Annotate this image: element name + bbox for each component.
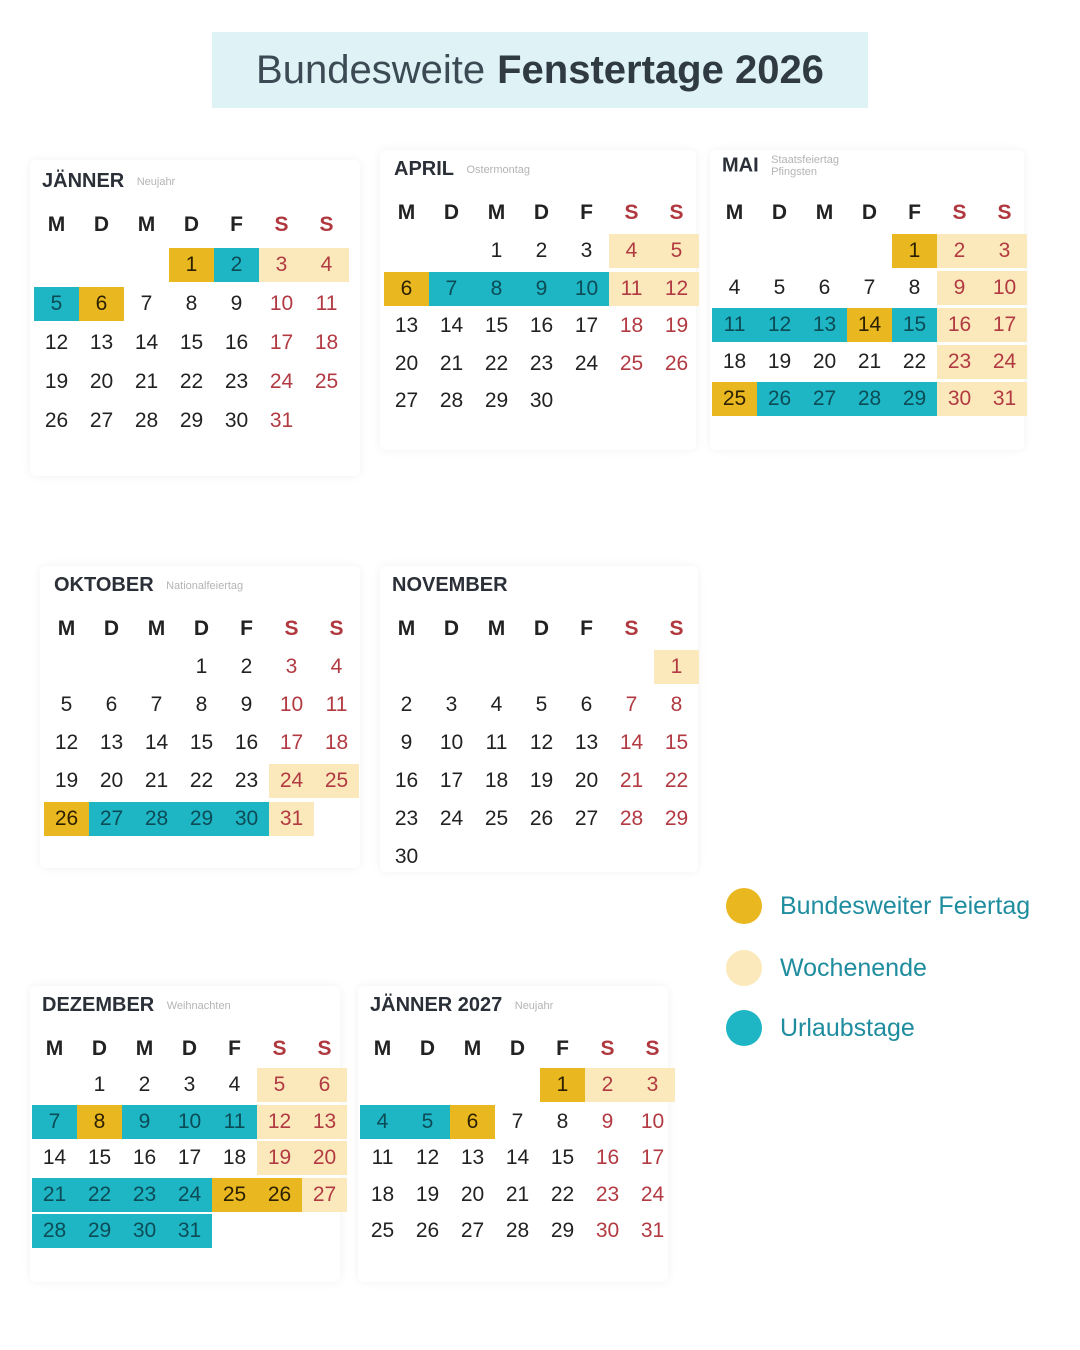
weekday-header: M <box>487 617 506 640</box>
day-cell: 7 <box>140 292 153 315</box>
day-cell: 12 <box>529 731 554 754</box>
month-name: APRIL <box>394 158 454 180</box>
day-cell: 2 <box>240 655 253 678</box>
day-cell: 20 <box>574 769 599 792</box>
weekday-header: M <box>57 617 76 640</box>
day-cell: 28 <box>619 807 644 830</box>
day-cell: 12 <box>415 1146 440 1169</box>
day-cell: 19 <box>54 769 79 792</box>
weekday-header: M <box>147 617 166 640</box>
day-cell: 4 <box>360 1105 405 1139</box>
yellow-circle-icon <box>726 888 762 924</box>
day-cell: 31 <box>269 409 294 432</box>
day-cell: 10 <box>167 1105 212 1139</box>
weekday-header: M <box>463 1037 482 1060</box>
weekday-header: S <box>319 213 334 236</box>
day-cell: 20 <box>394 351 419 375</box>
day-cell: 14 <box>847 308 892 342</box>
day-cell: 8 <box>556 1109 569 1133</box>
day-cell: 18 <box>722 350 747 373</box>
day-cell: 24 <box>439 807 464 830</box>
day-cell: 14 <box>42 1146 67 1169</box>
day-cell: 8 <box>185 292 198 315</box>
day-cell: 28 <box>505 1219 530 1242</box>
day-cell: 25 <box>619 351 644 375</box>
weekday-header: F <box>240 617 253 640</box>
day-cell: 3 <box>630 1068 675 1102</box>
day-cell: 29 <box>179 802 224 836</box>
day-cell: 25 <box>370 1219 395 1242</box>
weekday-header: D <box>443 617 460 640</box>
day-cell: 30 <box>529 389 554 412</box>
day-cell: 15 <box>892 308 937 342</box>
weekday-header: S <box>624 617 639 640</box>
day-cell: 22 <box>664 769 689 792</box>
day-cell: 14 <box>619 731 644 754</box>
weekday-header: M <box>45 1037 64 1060</box>
month-card-jaenner-2027 <box>358 986 668 1282</box>
day-cell: 28 <box>847 382 892 416</box>
weekday-header: M <box>487 201 506 224</box>
day-cell: 13 <box>574 731 599 754</box>
legend-item-weekend <box>724 948 1064 988</box>
day-cell: 23 <box>394 807 419 830</box>
weekday-header: D <box>103 617 120 640</box>
day-cell: 1 <box>169 248 214 282</box>
day-cell: 5 <box>535 693 548 716</box>
day-cell: 23 <box>234 769 259 792</box>
day-cell: 17 <box>640 1146 665 1169</box>
day-cell: 29 <box>892 382 937 416</box>
day-cell: 28 <box>134 409 159 432</box>
day-cell: 9 <box>937 271 982 305</box>
day-cell: 26 <box>757 382 802 416</box>
day-cell: 9 <box>230 292 243 315</box>
month-name: DEZEMBER <box>42 994 155 1016</box>
day-cell: 3 <box>259 248 304 282</box>
day-cell: 29 <box>77 1214 122 1248</box>
day-cell: 31 <box>269 802 314 836</box>
day-cell: 1 <box>654 650 699 684</box>
weekday-header: S <box>284 617 299 640</box>
day-cell: 13 <box>99 731 124 754</box>
weekday-header: D <box>419 1037 436 1060</box>
day-cell: 27 <box>89 802 134 836</box>
day-cell: 26 <box>44 409 69 432</box>
day-cell: 25 <box>712 382 757 416</box>
day-cell: 11 <box>485 731 508 754</box>
day-cell: 18 <box>484 769 509 792</box>
day-cell: 10 <box>439 731 464 754</box>
day-cell: 16 <box>132 1146 157 1169</box>
day-cell: 14 <box>144 731 169 754</box>
day-cell: 19 <box>415 1182 440 1206</box>
weekday-header: D <box>93 213 110 236</box>
day-cell: 7 <box>863 276 876 299</box>
weekday-header: M <box>815 201 834 224</box>
day-cell: 1 <box>195 655 208 678</box>
day-cell: 17 <box>279 731 304 754</box>
day-cell: 14 <box>505 1146 530 1169</box>
day-cell: 26 <box>529 807 554 830</box>
day-cell: 6 <box>79 287 124 321</box>
weekday-header: S <box>274 213 289 236</box>
month-note: Nationalfeiertag <box>166 579 244 592</box>
day-cell: 3 <box>183 1073 196 1096</box>
day-cell: 20 <box>460 1182 485 1206</box>
month-card-april-2026 <box>380 150 696 450</box>
day-cell: 13 <box>394 314 419 337</box>
day-cell: 23 <box>595 1182 620 1206</box>
weekday-header: S <box>645 1037 660 1060</box>
day-cell: 6 <box>818 276 831 299</box>
month-card-jaenner-2026 <box>30 160 360 476</box>
day-cell: 3 <box>445 693 458 716</box>
day-cell: 8 <box>474 272 519 306</box>
day-cell: 27 <box>302 1178 347 1212</box>
weekday-header: F <box>230 213 243 236</box>
day-cell: 13 <box>302 1105 347 1139</box>
day-cell: 4 <box>304 248 349 282</box>
weekday-header: F <box>556 1037 569 1060</box>
month-card-november-2026 <box>380 566 698 872</box>
weekday-header: D <box>181 1037 198 1060</box>
day-cell: 19 <box>44 370 69 393</box>
day-cell: 6 <box>384 272 429 306</box>
weekday-header: M <box>373 1037 392 1060</box>
day-cell: 30 <box>224 802 269 836</box>
day-cell: 4 <box>609 234 654 268</box>
day-cell: 24 <box>640 1182 665 1206</box>
legend-label: Urlaubstage <box>780 1014 915 1042</box>
day-cell: 10 <box>279 693 304 716</box>
day-cell: 6 <box>450 1105 495 1139</box>
day-cell: 26 <box>415 1219 440 1242</box>
day-cell: 29 <box>484 389 509 412</box>
day-cell: 3 <box>982 234 1027 268</box>
day-cell: 30 <box>937 382 982 416</box>
title-prefix: Bundesweite <box>256 47 486 92</box>
day-cell: 26 <box>44 802 89 836</box>
weekday-header: S <box>329 617 344 640</box>
day-cell: 15 <box>484 314 509 337</box>
day-cell: 21 <box>144 769 169 792</box>
day-cell: 7 <box>150 693 163 716</box>
day-cell: 10 <box>640 1109 665 1133</box>
day-cell: 22 <box>179 370 204 393</box>
day-cell: 30 <box>224 409 249 432</box>
day-cell: 27 <box>574 807 599 830</box>
day-cell: 23 <box>224 370 249 393</box>
day-cell: 31 <box>167 1214 212 1248</box>
day-cell: 5 <box>34 287 79 321</box>
day-cell: 19 <box>257 1141 302 1175</box>
weekday-header: M <box>397 201 416 224</box>
day-cell: 17 <box>574 314 599 337</box>
day-cell: 17 <box>982 308 1027 342</box>
day-cell: 6 <box>105 693 118 716</box>
weekday-header: S <box>997 201 1012 224</box>
day-cell: 21 <box>857 350 882 373</box>
day-cell: 12 <box>654 272 699 306</box>
day-cell: 23 <box>937 345 982 379</box>
day-cell: 30 <box>122 1214 167 1248</box>
day-cell: 6 <box>580 693 593 716</box>
day-cell: 4 <box>228 1073 241 1096</box>
weekday-header: F <box>580 201 593 224</box>
month-note: Neujahr <box>136 175 176 188</box>
title-bold: Fenstertage 2026 <box>497 47 824 92</box>
day-cell: 23 <box>122 1178 167 1212</box>
weekday-header: S <box>952 201 967 224</box>
weekday-header: S <box>317 1037 332 1060</box>
day-cell: 9 <box>519 272 564 306</box>
day-cell: 16 <box>394 769 419 792</box>
day-cell: 19 <box>664 314 689 337</box>
teal-circle-icon <box>726 1010 762 1046</box>
day-cell: 3 <box>580 239 593 262</box>
day-cell: 16 <box>595 1146 620 1169</box>
day-cell: 5 <box>654 234 699 268</box>
day-cell: 26 <box>664 351 689 375</box>
day-cell: 15 <box>189 731 214 754</box>
day-cell: 29 <box>179 409 204 432</box>
day-cell: 5 <box>60 693 73 716</box>
day-cell: 7 <box>32 1105 77 1139</box>
day-cell: 11 <box>712 308 757 342</box>
day-cell: 3 <box>285 655 298 678</box>
day-cell: 30 <box>595 1219 620 1242</box>
weekday-header: D <box>183 213 200 236</box>
weekday-header: M <box>397 617 416 640</box>
weekday-header: D <box>533 617 550 640</box>
weekday-header: S <box>624 201 639 224</box>
month-name: MAI <box>722 154 759 177</box>
day-cell: 24 <box>167 1178 212 1212</box>
day-cell: 11 <box>212 1105 257 1139</box>
day-cell: 13 <box>460 1146 485 1169</box>
day-cell: 11 <box>325 693 348 716</box>
day-cell: 17 <box>439 769 464 792</box>
day-cell: 12 <box>257 1105 302 1139</box>
weekday-header: D <box>193 617 210 640</box>
day-cell: 5 <box>773 276 786 299</box>
day-cell: 2 <box>214 248 259 282</box>
legend-label: Wochenende <box>780 954 927 982</box>
day-cell: 25 <box>314 370 339 393</box>
month-name: OKTOBER <box>54 574 154 596</box>
day-cell: 7 <box>625 693 638 716</box>
weekday-header: D <box>91 1037 108 1060</box>
day-cell: 29 <box>664 807 689 830</box>
day-cell: 20 <box>89 370 114 393</box>
day-cell: 13 <box>89 331 114 354</box>
day-cell: 19 <box>529 769 554 792</box>
day-cell: 26 <box>257 1178 302 1212</box>
day-cell: 30 <box>394 845 419 868</box>
day-cell: 16 <box>937 308 982 342</box>
beige-circle-icon <box>726 950 762 986</box>
day-cell: 16 <box>529 314 554 337</box>
day-cell: 24 <box>982 345 1027 379</box>
day-cell: 22 <box>77 1178 122 1212</box>
weekday-header: F <box>580 617 593 640</box>
day-cell: 1 <box>93 1073 106 1096</box>
day-cell: 18 <box>314 331 339 354</box>
day-cell: 25 <box>314 764 359 798</box>
day-cell: 9 <box>240 693 253 716</box>
day-cell: 1 <box>892 234 937 268</box>
day-cell: 31 <box>982 382 1027 416</box>
month-card-dezember-2026 <box>30 986 340 1282</box>
weekday-header: M <box>137 213 156 236</box>
day-cell: 15 <box>87 1146 112 1169</box>
day-cell: 27 <box>802 382 847 416</box>
day-cell: 9 <box>122 1105 167 1139</box>
day-cell: 31 <box>640 1219 665 1242</box>
weekday-header: S <box>600 1037 615 1060</box>
day-cell: 27 <box>89 409 114 432</box>
day-cell: 24 <box>269 764 314 798</box>
month-note: Neujahr <box>514 999 554 1012</box>
day-cell: 25 <box>212 1178 257 1212</box>
day-cell: 28 <box>32 1214 77 1248</box>
day-cell: 21 <box>439 351 464 375</box>
day-cell: 12 <box>54 731 79 754</box>
weekday-header: D <box>533 201 550 224</box>
day-cell: 4 <box>490 693 503 716</box>
day-cell: 1 <box>490 239 503 262</box>
day-cell: 18 <box>619 314 644 337</box>
day-cell: 1 <box>540 1068 585 1102</box>
weekday-header: F <box>908 201 921 224</box>
day-cell: 22 <box>189 769 214 792</box>
weekday-header: S <box>669 201 684 224</box>
weekday-header: S <box>272 1037 287 1060</box>
day-cell: 27 <box>394 389 419 412</box>
month-note: Weihnachten <box>166 999 231 1012</box>
day-cell: 18 <box>222 1146 247 1169</box>
day-cell: 21 <box>32 1178 77 1212</box>
day-cell: 14 <box>439 314 464 337</box>
day-cell: 12 <box>44 331 69 354</box>
month-name: JÄNNER 2027 <box>370 994 503 1016</box>
day-cell: 22 <box>484 351 509 375</box>
day-cell: 2 <box>585 1068 630 1102</box>
day-cell: 11 <box>371 1146 394 1169</box>
day-cell: 7 <box>511 1109 524 1133</box>
weekday-header: D <box>771 201 788 224</box>
day-cell: 15 <box>664 731 689 754</box>
day-cell: 25 <box>484 807 509 830</box>
day-cell: 17 <box>177 1146 202 1169</box>
day-cell: 18 <box>370 1182 395 1206</box>
day-cell: 23 <box>529 351 554 375</box>
day-cell: 8 <box>195 693 208 716</box>
month-card-mai-2026 <box>710 150 1024 450</box>
day-cell: 21 <box>134 370 159 393</box>
weekday-header: M <box>725 201 744 224</box>
day-cell: 15 <box>550 1146 575 1169</box>
day-cell: 9 <box>601 1109 614 1133</box>
weekday-header: M <box>47 213 66 236</box>
day-cell: 19 <box>767 350 792 373</box>
day-cell: 11 <box>609 272 654 306</box>
day-cell: 14 <box>134 331 159 354</box>
day-cell: 11 <box>315 292 338 315</box>
day-cell: 22 <box>550 1182 575 1206</box>
day-cell: 15 <box>179 331 204 354</box>
weekday-header: D <box>509 1037 526 1060</box>
day-cell: 28 <box>134 802 179 836</box>
day-cell: 4 <box>728 276 741 299</box>
day-cell: 16 <box>224 331 249 354</box>
day-cell: 20 <box>99 769 124 792</box>
day-cell: 8 <box>670 693 683 716</box>
day-cell: 21 <box>505 1182 530 1206</box>
day-cell: 12 <box>757 308 802 342</box>
day-cell: 24 <box>574 351 599 375</box>
day-cell: 4 <box>330 655 343 678</box>
day-cell: 29 <box>550 1219 575 1242</box>
day-cell: 10 <box>564 272 609 306</box>
weekday-header: S <box>669 617 684 640</box>
weekday-header: D <box>443 201 460 224</box>
month-note: Staatsfeiertag Pfingsten <box>771 154 839 178</box>
day-cell: 5 <box>257 1068 302 1102</box>
day-cell: 2 <box>535 239 548 262</box>
day-cell: 9 <box>400 731 413 754</box>
month-card-oktober-2026 <box>40 566 360 868</box>
weekday-header: F <box>228 1037 241 1060</box>
day-cell: 20 <box>812 350 837 373</box>
day-cell: 6 <box>302 1068 347 1102</box>
weekday-header: D <box>861 201 878 224</box>
day-cell: 24 <box>269 370 294 393</box>
day-cell: 13 <box>802 308 847 342</box>
day-cell: 16 <box>234 731 259 754</box>
day-cell: 8 <box>77 1105 122 1139</box>
weekday-header: M <box>135 1037 154 1060</box>
day-cell: 27 <box>460 1219 485 1242</box>
day-cell: 8 <box>908 276 921 299</box>
day-cell: 22 <box>902 350 927 373</box>
day-cell: 2 <box>937 234 982 268</box>
month-note: Ostermontag <box>466 163 531 176</box>
legend-item-vacation <box>724 1008 1064 1048</box>
day-cell: 18 <box>324 731 349 754</box>
day-cell: 21 <box>619 769 644 792</box>
month-name: NOVEMBER <box>392 574 508 596</box>
day-cell: 10 <box>982 271 1027 305</box>
day-cell: 2 <box>400 693 413 716</box>
day-cell: 7 <box>429 272 474 306</box>
month-name: JÄNNER <box>42 170 125 192</box>
legend-label: Bundesweiter Feiertag <box>780 892 1031 920</box>
day-cell: 10 <box>269 292 294 315</box>
legend-item-holiday <box>724 886 1064 926</box>
day-cell: 2 <box>138 1073 151 1096</box>
day-cell: 20 <box>302 1141 347 1175</box>
day-cell: 17 <box>269 331 294 354</box>
day-cell: 28 <box>439 389 464 412</box>
page-title <box>212 32 868 108</box>
day-cell: 5 <box>405 1105 450 1139</box>
